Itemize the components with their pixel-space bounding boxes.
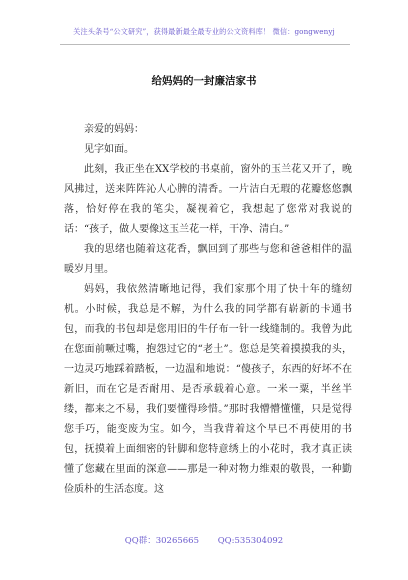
- header-note: 关注头条号“公文研究”，获得最新最全最专业的公文资料库！ 微信：gongwenyj: [73, 27, 335, 36]
- footer-contacts: [0, 534, 408, 546]
- document-title: 给妈妈的一封廉洁家书: [151, 75, 257, 87]
- paragraph-1: 此刻，我正坐在XX学校的书桌前，窗外的玉兰花又开了，晚风拂过，送来阵阵沁人心脾的清香。一片洁白无瑕的花瓣悠悠飘落，恰好停在我的笔尖，凝视着它，我想起了您常对我说的话：“孩子，做人要像这玉兰花一样，干净、清白。”: [64, 164, 352, 235]
- paragraph-2: 我的思绪也随着这花香，飘回到了那些与您和爸爸相伴的温暖岁月里。: [64, 244, 352, 275]
- salutation: 亲爱的妈妈：: [84, 124, 144, 135]
- footer-qq-group: QQ群：30265665: [124, 536, 199, 546]
- header-divider: [60, 44, 350, 45]
- footer-qq-number: QQ:535304092: [217, 536, 284, 546]
- paragraph-3: 妈妈，我依然清晰地记得，我们家那个用了快十年的缝纫机。小时候，我总是不解，为什么我的同学都有崭新的卡通书包，而我的书包却是您用旧的牛仔布一针一线缝制的。我曾为此在您面前噘过嘴，抱怨过它的“老土”。您总是笑着摸摸我的头，一边灵巧地踩着踏板，一边温和地说：“傻孩子，东西的好坏不在新旧，而在它是否耐用、是否承载着心意。一米一粟，半丝半缕，都来之不易，我们要懂得珍惜。”那时我懵懵懂懂，只是觉得您手巧，能变废为宝。如今，当我背着这个早已不再使用的书包，抚摸着上面细密的针脚和您特意绣上的小花时，我才真正读懂了您藏在里面的深意——那是一种对物力维艰的敬畏，一种勤俭质朴的生活态度。这: [64, 284, 352, 495]
- greeting: 见字如面。: [84, 144, 134, 155]
- letter-body: [64, 160, 352, 500]
